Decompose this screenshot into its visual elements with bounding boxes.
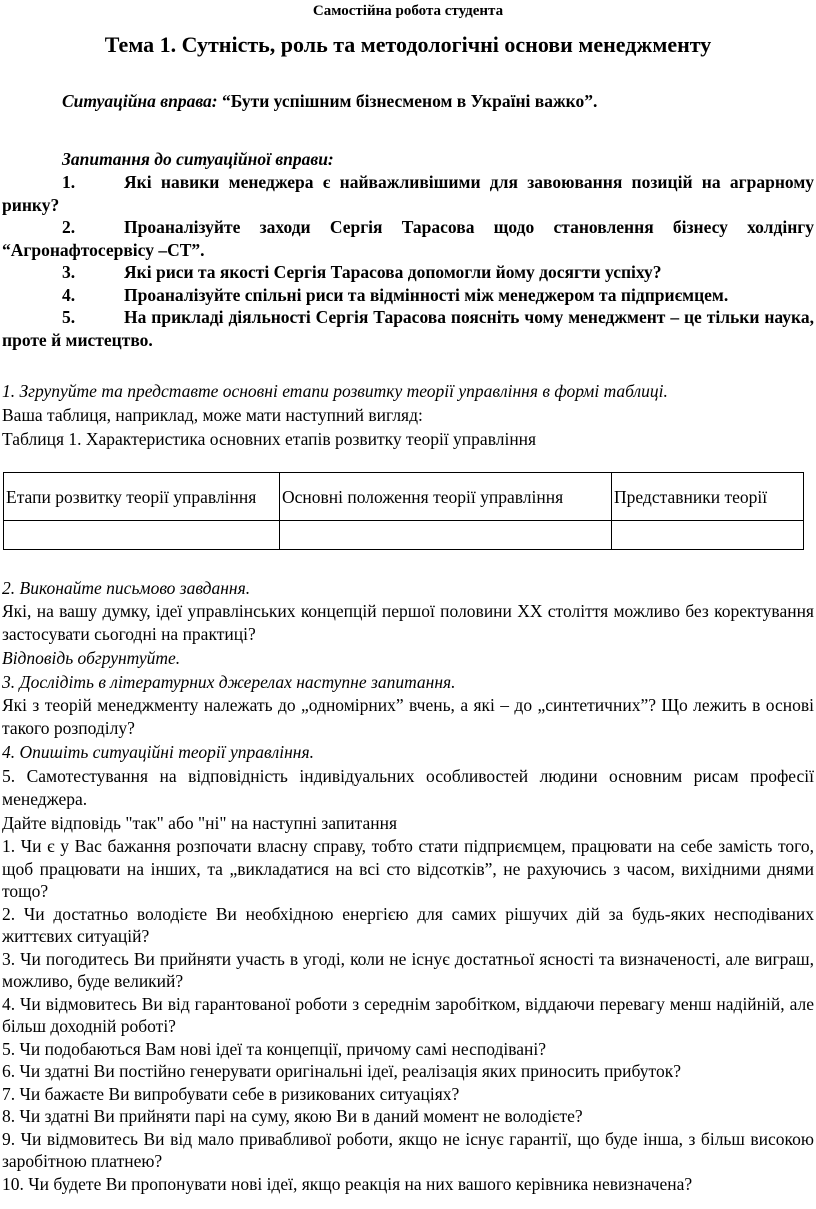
question-number: 2. bbox=[62, 217, 76, 237]
questions-list bbox=[2, 171, 814, 351]
self-test-item: 8. Чи здатні Ви прийняти парі на суму, якою Ви в даний момент не володієте? bbox=[2, 1106, 583, 1126]
question-text: Проаналізуйте заходи Сергія Тарасова щодо становлення бізнесу холдінгу “Агронафтосервісу –СТ”. bbox=[2, 217, 814, 260]
task1-heading: 1. Згрупуйте та представте основні етапи розвитку теорії управління в формі таблиці. bbox=[2, 381, 668, 401]
table-header-cell: Представники теорії bbox=[612, 473, 804, 521]
table-cell bbox=[612, 521, 804, 550]
situation-exercise bbox=[2, 90, 814, 113]
self-test-item: 5. Чи подобаються Вам нові ідеї та концепції, причому самі несподівані? bbox=[2, 1038, 547, 1059]
self-test-item: 6. Чи здатні Ви постійно генерувати оригінальні ідеї, реалізація яких приносить прибуток? bbox=[2, 1061, 681, 1081]
question-item bbox=[2, 216, 814, 261]
task2-tail: Відповідь обгрунтуйте. bbox=[2, 648, 181, 668]
question-item bbox=[2, 171, 814, 216]
table-header-cell: Основні положення теорії управління bbox=[280, 473, 612, 521]
self-test-item: 7. Чи бажаєте Ви випробувати себе в ризикованих ситуаціях? bbox=[2, 1083, 460, 1104]
task4-heading: 4. Опишіть ситуаційні теорії управління. bbox=[2, 742, 314, 762]
stages-table bbox=[3, 472, 804, 550]
question-text: Проаналізуйте спільні риси та відмінності між менеджером та підприємцем. bbox=[124, 284, 729, 305]
question-text: Які риси та якості Сергія Тарасова допомогли йому досягти успіху? bbox=[124, 262, 662, 282]
table-row bbox=[4, 521, 804, 550]
table-caption: Таблиця 1. Характеристика основних етапів розвитку теорії управління bbox=[2, 429, 537, 449]
question-item bbox=[2, 306, 814, 351]
task3-heading: 3. Дослідіть в літературних джерелах наступне запитання. bbox=[2, 672, 456, 692]
situation-label: Ситуаційна вправа: bbox=[62, 91, 218, 111]
task5-text: 5. Самотестування на відповідність індивідуальних особливостей людини основним рисам професії менеджера. bbox=[2, 766, 814, 809]
page-header: Самостійна робота студента bbox=[312, 3, 504, 19]
question-text: Які навики менеджера є найважливішими для завоювання позицій на аграрному ринку? bbox=[2, 172, 814, 215]
self-test-item: 3. Чи погодитесь Ви прийняти участь в угоді, коли не існує достатньої ясності та визначеності, але виграш, можливо, буде великий? bbox=[2, 948, 814, 991]
self-test-item: 9. Чи відмовитесь Ви від мало привабливої роботи, якщо не існує гарантії, що буде інша, з більш високою заробітною платнею? bbox=[2, 1128, 814, 1171]
question-number: 4. bbox=[62, 284, 76, 305]
question-text: На прикладі діяльності Сергія Тарасова поясніть чому менеджмент – це тільки наука, проте й мистецтво. bbox=[2, 307, 814, 350]
task2-heading: 2. Виконайте письмово завдання. bbox=[2, 578, 251, 598]
table-header-row bbox=[4, 473, 804, 521]
question-number: 5. bbox=[62, 307, 76, 327]
self-test-list bbox=[2, 835, 814, 1195]
task2-text: Які, на вашу думку, ідеї управлінських концепцій першої половини ХХ століття можливо без коректування застосувати сьогодні на практиці? bbox=[2, 601, 814, 644]
question-number: 3. bbox=[62, 262, 76, 282]
self-test-item: 1. Чи є у Вас бажання розпочати власну справу, тобто стати підприємцем, працювати на себе замість того, щоб працювати на інших, та „викладатися на всі сто відсотків”, не рахуючись з часом, вихідними днями тощо? bbox=[2, 836, 814, 901]
task1-line: Ваша таблиця, наприклад, може мати наступний вигляд: bbox=[2, 405, 423, 425]
questions-heading: Запитання до ситуаційної вправи: bbox=[62, 149, 334, 169]
table-cell bbox=[280, 521, 612, 550]
page-title: Тема 1. Сутність, роль та методологічні основи менеджменту bbox=[104, 32, 712, 57]
question-item bbox=[2, 261, 814, 284]
question-number: 1. bbox=[62, 172, 76, 192]
table-header-cell: Етапи розвитку теорії управління bbox=[4, 473, 280, 521]
self-test-item: 4. Чи відмовитесь Ви від гарантованої роботи з середнім заробітком, віддаючи перевагу менш надійній, але більш доходній роботі? bbox=[2, 993, 814, 1036]
question-item bbox=[2, 284, 814, 307]
table-cell bbox=[4, 521, 280, 550]
task3-text: Які з теорій менеджменту належать до „одномірних” вчень, а які – до „синтетичних”? Що лежить в основі такого розподілу? bbox=[2, 695, 814, 738]
task5-instruction: Дайте відповідь "так" або "ні" на наступні запитання bbox=[2, 813, 397, 833]
self-test-item: 10. Чи будете Ви пропонувати нові ідеї, якщо реакція на них вашого керівника невизначена? bbox=[2, 1173, 693, 1194]
situation-text: “Бути успішним бізнесменом в Україні важко”. bbox=[221, 91, 598, 111]
self-test-item: 2. Чи достатньо володієте Ви необхідною енергією для самих рішучих дій за будь-яких несподіваних життєвих ситуацій? bbox=[2, 903, 814, 946]
